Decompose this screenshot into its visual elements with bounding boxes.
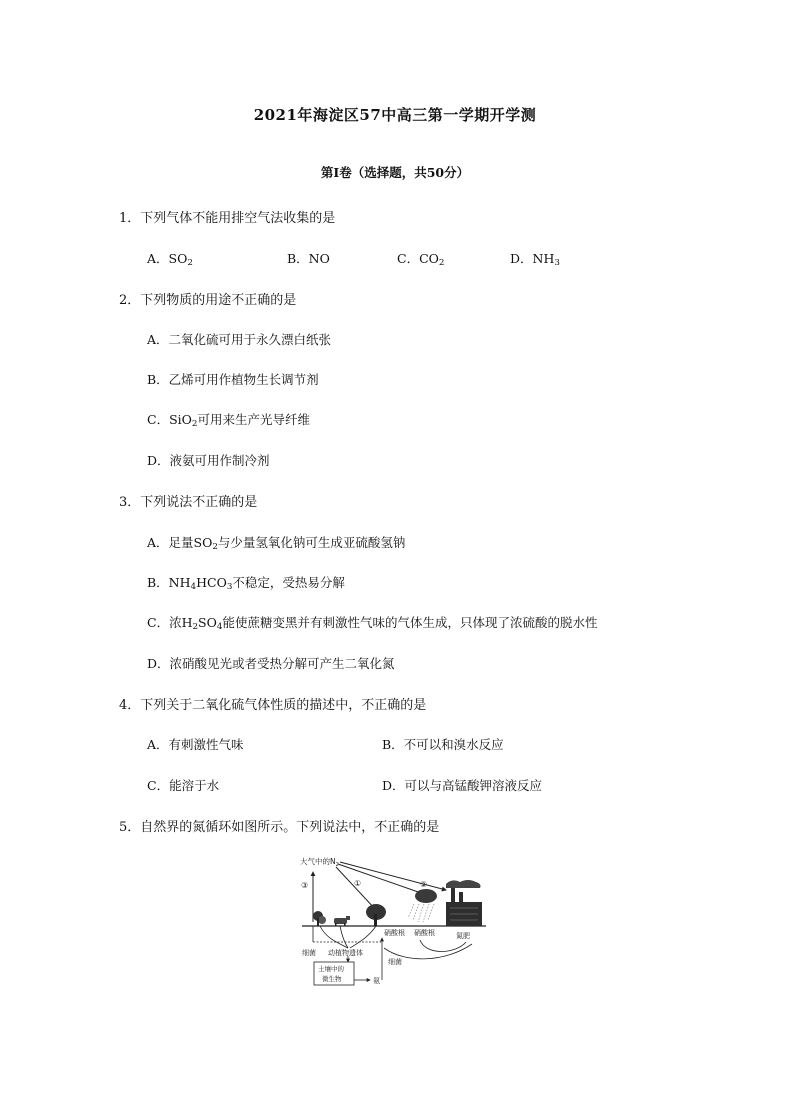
arrow-tree-to-remains	[350, 926, 376, 948]
question-1-option-d[interactable]: D．$NH_3$	[510, 251, 560, 269]
arrow-plant-to-remains	[320, 926, 348, 948]
curve-nitrate-to-fertilizer	[420, 940, 466, 952]
soil-label-line2: 微生物	[322, 975, 342, 983]
soil-label-line1: 土壤中的	[318, 965, 344, 973]
bacteria-label-left: 细菌	[302, 949, 316, 957]
question-2-option-c[interactable]: C．SiO$_2$可用来生产光导纤维	[147, 412, 310, 430]
section-heading: 第Ⅰ卷（选择题，共50分）	[320, 165, 470, 180]
plant-icon	[313, 911, 326, 926]
page-title: 2021年海淀区57中高三第一学期开学测	[253, 106, 537, 124]
question-1-option-a[interactable]: A．$SO_2$	[147, 251, 193, 269]
fertilizer-label: 氮肥	[456, 932, 470, 940]
question-3-option-c[interactable]: C．浓$H_2SO_4$能使蔗糖变黑并有刺激性气味的气体生成，只体现了浓硫酸的脱水性	[147, 615, 598, 633]
bacteria-label-right: 细菌	[388, 958, 402, 966]
question-2-option-b[interactable]: B．乙烯可用作植物生长调节剂	[147, 372, 319, 387]
question-1-option-c[interactable]: C．$CO_2$	[397, 251, 445, 269]
curve-lower	[384, 944, 472, 959]
arrow-1	[336, 867, 376, 910]
circle-1-label: ①	[354, 879, 362, 888]
ammonia-label: 氨	[373, 977, 380, 985]
factory-icon	[446, 880, 482, 926]
atmosphere-label: 大气中的$N_2$	[300, 857, 339, 868]
question-2-stem: 2．下列物质的用途不正确的是	[119, 293, 297, 308]
question-3-option-b[interactable]: B．$NH_4HCO_3$不稳定，受热易分解	[147, 575, 345, 593]
question-4-option-b[interactable]: B．不可以和溴水反应	[382, 737, 504, 752]
question-3-option-a[interactable]: A．足量$SO_2$与少量氢氧化钠可生成亚硫酸氢钠	[147, 535, 406, 553]
question-4-option-d[interactable]: D．可以与高锰酸钾溶液反应	[382, 778, 543, 793]
remains-label: 动植物遗体	[328, 949, 363, 957]
question-3-option-d[interactable]: D．浓硝酸见光或者受热分解可产生二氧化氮	[147, 656, 395, 671]
arrow-2a	[338, 864, 424, 894]
circle-2-label: ②	[420, 880, 428, 889]
question-1-stem: 1．下列气体不能用排空气法收集的是	[119, 211, 336, 226]
nitrogen-cycle-figure	[296, 852, 492, 988]
nitrate-label-middle: 硝酸根	[384, 929, 405, 937]
question-3-stem: 3．下列说法不正确的是	[119, 495, 258, 510]
question-1-option-b[interactable]: B．NO	[287, 251, 330, 266]
question-2-option-d[interactable]: D．液氨可用作制冷剂	[147, 453, 270, 468]
question-2-option-a[interactable]: A．二氧化硫可用于永久漂白纸张	[147, 332, 332, 347]
rain-cloud-icon	[408, 889, 437, 922]
circle-3-label: ③	[301, 881, 309, 890]
nitrate-label-right: 硝酸根	[414, 929, 435, 937]
question-4-option-c[interactable]: C．能溶于水	[147, 778, 220, 793]
tree-icon	[366, 904, 386, 926]
question-4-option-a[interactable]: A．有刺激性气味	[147, 737, 244, 752]
question-4-stem: 4．下列关于二氧化硫气体性质的描述中，不正确的是	[119, 698, 427, 713]
question-5-stem: 5．自然界的氮循环如图所示。下列说法中，不正确的是	[119, 820, 440, 835]
cow-icon	[334, 916, 350, 926]
